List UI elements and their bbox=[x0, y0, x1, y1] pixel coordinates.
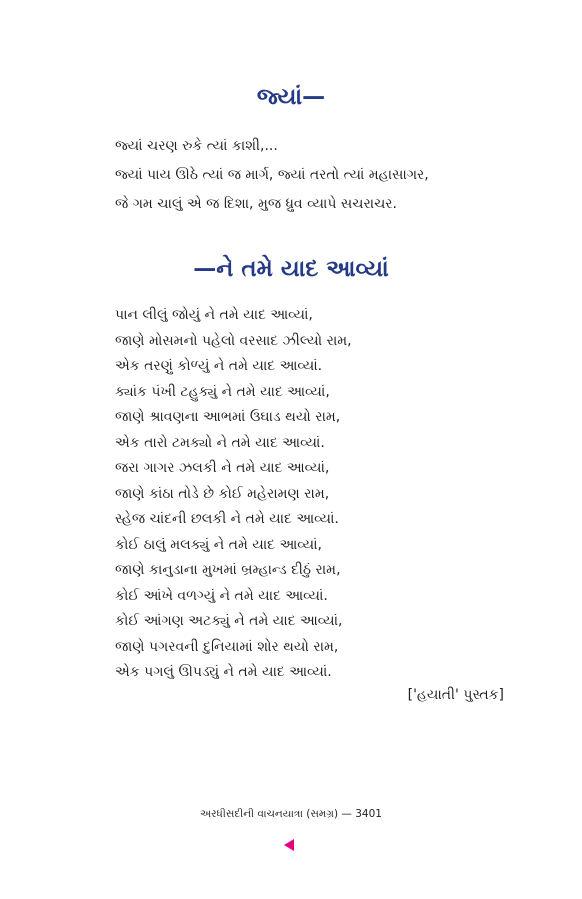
poem-line: કોઈ ઠાલું મલક્યું ને તમે યાદ આવ્યાં, bbox=[115, 536, 322, 553]
source-citation: ['હયાતી' પુસ્તક] bbox=[407, 687, 504, 703]
poem-line: કોઈ આંખે વળગ્યું ને તમે યાદ આવ્યાં. bbox=[115, 587, 328, 604]
page-footer: અરધીસદીની વાચનયાત્રા (સમગ્ર) — 3401 bbox=[200, 808, 382, 820]
poem-line: જ્યાં પાય ઊઠે ત્યાં જ માર્ગ, જ્યાં તરતો ત્યાં મહાસાગર, bbox=[115, 167, 429, 183]
poem1-stanza bbox=[115, 132, 429, 219]
poem-line: જાણે કાનુડાના મુખમાં બ્રમ્હાન્ડ દીઠું રામ, bbox=[115, 562, 341, 578]
poem-line: જાણે મોસમનો પહેલો વરસાદ ઝીલ્યો રામ, bbox=[115, 332, 352, 349]
poem-line: જાણે પગરવની દુનિયામાં શોર થયો રામ, bbox=[115, 638, 339, 655]
poem1-title: જ્યાં— bbox=[256, 84, 326, 110]
poem-line: જાણે કાંઠા તોડે છે કોઈ મહેરામણ રામ, bbox=[115, 485, 330, 502]
poem2-title: —ને તમે યાદ આવ્યાં bbox=[193, 256, 389, 282]
poem2-stanza bbox=[115, 303, 352, 686]
poem-line: જ્યાં ચરણ રુકે ત્યાં કાશી,... bbox=[115, 138, 278, 154]
poem-line: એક તરણું કોળ્યું ને તમે યાદ આવ્યાં. bbox=[115, 358, 323, 374]
poem-line: પાન લીલું જોયું ને તમે યાદ આવ્યાં, bbox=[115, 307, 313, 323]
left-arrow-icon[interactable] bbox=[284, 839, 294, 851]
poem-line: એક તારો ટમક્યો ને તમે યાદ આવ્યાં. bbox=[115, 434, 325, 451]
poem-line: જાણે શ્રાવણના આભમાં ઉઘાડ થયો રામ, bbox=[115, 409, 341, 425]
poem-line: જે ગમ ચાલું એ જ દિશા, મુજ ધ્રુવ વ્યાપે સચરાચર. bbox=[115, 196, 397, 212]
poem-line: એક પગલું ઊપડ્યું ને તમે યાદ આવ્યાં. bbox=[115, 664, 332, 680]
poem-line: કોઈ આંગણ અટક્યું ને તમે યાદ આવ્યાં, bbox=[115, 613, 343, 629]
poem-line: ક્યાંક પંખી ટહુક્યું ને તમે યાદ આવ્યાં, bbox=[115, 383, 330, 400]
poem-line: સ્હેજ ચાંદની છલકી ને તમે યાદ આવ્યાં. bbox=[115, 511, 339, 527]
poem-line: જરા ગાગર ઝલકી ને તમે યાદ આવ્યાં, bbox=[115, 460, 330, 476]
